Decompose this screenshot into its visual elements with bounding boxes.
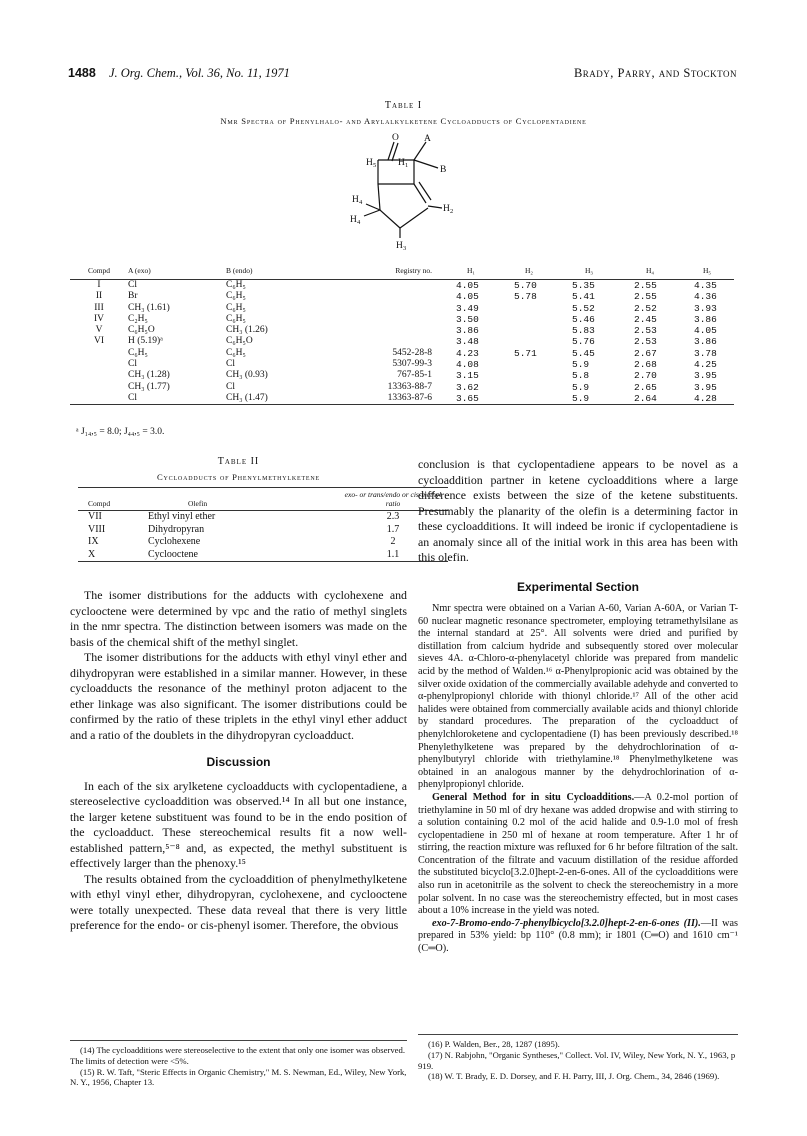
table1-row <box>70 280 734 292</box>
struct-label-h2: H <box>443 204 450 214</box>
table2-col-olefin: Olefin <box>148 488 338 511</box>
table1-cell: 5.52 <box>572 302 595 314</box>
table2-cell: Ethyl vinyl ether <box>148 511 216 522</box>
table1-cell: 5.9 <box>572 381 590 393</box>
table2-row <box>78 549 448 562</box>
experimental-text <box>418 603 738 956</box>
table1-cell: C₆H₅ <box>226 347 246 358</box>
table1-cell: 2.52 <box>634 302 657 314</box>
table2-cell: VII <box>88 511 102 522</box>
table1-cell: V <box>95 325 103 336</box>
table1-cell: 5.78 <box>514 291 537 303</box>
table1-col-b: B (endo) <box>226 264 336 280</box>
table2-cell: IX <box>88 536 99 547</box>
table2-header-row <box>78 488 448 511</box>
footnote-18: (18) W. T. Brady, E. D. Dorsey, and F. H. Parry, III, J. Org. Chem., 34, 2846 (1969). <box>428 1071 720 1082</box>
table1-cell: CH₃ (0.93) <box>226 370 268 381</box>
struct-label-h5: H <box>366 158 373 168</box>
table1-cell: 5.71 <box>514 347 537 359</box>
table1-row <box>70 393 734 405</box>
table1-cell: C₆H₅O <box>226 336 253 347</box>
table1-cell: 3.48 <box>456 336 479 348</box>
table1-row <box>70 359 734 370</box>
struct-label-h1: H <box>398 158 405 168</box>
struct-sub-1: 1 <box>405 162 409 169</box>
table1-cell <box>500 359 558 370</box>
running-authors: Brady, Parry, and Stockton <box>573 66 737 80</box>
table1-cell: H (5.19)ᵃ <box>128 336 163 347</box>
table1-cell: C₆H₅ <box>128 347 148 358</box>
table1-cell: 3.86 <box>694 336 717 348</box>
table1-col-h1: H₁ <box>442 264 500 280</box>
table2-col-compd: Compd <box>78 488 148 511</box>
right-paragraph-1: conclusion is that cyclopentadiene appears to be novel as a cycloaddition partner in ketene cycloadditions where a large difference exists between the size of the ketene substituents. Presumably the planarity of the olefin is a determining factor in these cycloadditions. It will indeed be ironic if cyclopentadiene is an anomaly since all of the initial work in this area has been with this olefin. <box>418 457 738 564</box>
discussion-heading: Discussion <box>206 755 271 769</box>
table1-col-h5: H₅ <box>680 264 734 280</box>
table1-row <box>70 291 734 302</box>
left-column <box>70 588 407 934</box>
compound-ii-body: —II was prepared in 53% yield: bp 110° (0.8 mm); ir 1801 (C═O) and 1610 cm⁻¹ (C═O). <box>418 917 738 955</box>
table1-cell: 3.95 <box>694 381 717 393</box>
table1-cell: Cl <box>226 359 235 370</box>
table1-cell: IV <box>93 313 105 324</box>
table1-cell <box>336 303 442 314</box>
table1-cell: 5.35 <box>572 280 595 291</box>
table1-cell: 5.45 <box>572 347 595 359</box>
table1-row <box>70 348 734 359</box>
left-paragraph-3: In each of the six arylketene cycloadducts with cyclopentadiene, a stereoselective cycloaddition was observed.¹⁴ In all but one instance, the larger ketene substituent was found to be in the endo position of the cycloadduct. These stereochemical results fit a now well-established pattern,⁵⁻⁸ and, as expected, the methyl substituent is effectively larger than the phenoxy.¹⁵ <box>70 778 407 870</box>
left-paragraph-1: The isomer distributions for the adducts with cyclohexene and cyclooctene were determined by vpc and the ratio of methyl singlets in the nmr spectra. The distinction between isomers was made on the basis of the chemical shift of the methyl singlet. <box>70 588 407 649</box>
table1-cell: 5.70 <box>514 280 537 291</box>
table1-cell <box>500 303 558 314</box>
table2-cell: X <box>78 549 148 562</box>
table1-cell: CH₃ (1.26) <box>226 325 268 336</box>
table1-cell <box>336 314 442 325</box>
table1-cell <box>70 359 128 370</box>
table1-cell: 4.05 <box>456 280 479 291</box>
struct-label-h3: H <box>396 241 403 251</box>
table1-cell: C₆H₅O <box>128 325 155 336</box>
running-header <box>68 66 737 84</box>
left-footnote-rule <box>70 1040 407 1041</box>
table1-cell: 2.53 <box>634 325 657 337</box>
footnote-15: (15) R. W. Taft, "Steric Effects in Organic Chemistry," M. S. Newman, Ed., Wiley, New York, N. Y., 1956, Chapter 13. <box>70 1066 407 1088</box>
table1-cell: 3.49 <box>456 302 479 314</box>
table1-cell: 4.36 <box>694 291 717 303</box>
table1-cell <box>500 336 558 347</box>
table1-row <box>70 382 734 393</box>
table1-cell: CH₃ (1.28) <box>128 370 170 381</box>
table1-cell <box>500 314 558 325</box>
table1-cell: 5307-99-3 <box>392 359 432 370</box>
struct-label-o: O <box>392 133 399 143</box>
table1-cell: 3.50 <box>456 313 479 325</box>
table1-cell <box>500 370 558 381</box>
page-number: 1488 <box>68 66 96 80</box>
table1-cell: I <box>97 280 101 290</box>
footnote-14: (14) The cycloadditions were stereoselective to the extent that only one isomer was observed. The limits of detection were <5%. <box>70 1045 406 1066</box>
struct-label-h4: H <box>352 195 359 205</box>
struct-sub-2: 2 <box>450 208 454 215</box>
table1-cell: 4.05 <box>694 325 717 337</box>
table1-cell: II <box>95 291 103 302</box>
left-footnotes <box>70 1045 407 1088</box>
table2-cell: 1.7 <box>386 523 400 535</box>
table2-cell: Cyclooctene <box>148 549 338 562</box>
table1-title: Nmr Spectra of Phenylhalo- and Arylalkylketene Cycloadducts of Cyclopentadiene <box>220 116 587 126</box>
table1-col-h3: H₃ <box>558 264 620 280</box>
table1-cell: CH₃ (1.77) <box>128 381 170 392</box>
struct-sub-4b: 4 <box>357 219 361 226</box>
table1-cell: 3.93 <box>694 302 717 314</box>
table1-cell <box>336 336 442 347</box>
table1-cell: 2.64 <box>620 393 680 405</box>
right-footnotes <box>418 1039 738 1082</box>
table2-label: Table II <box>217 456 260 467</box>
table1-cell: 5.8 <box>572 370 590 382</box>
left-paragraph-4: The results obtained from the cycloaddition of phenylmethylketene with ethyl vinyl ether, dihydropyran, cyclohexene, and cyclooctene were totally unexpected. These data reveal that there is very little preference for the endo- or cis-phenyl isomer. Therefore, the obvious <box>70 871 407 932</box>
table1-cell: 2.65 <box>634 381 657 393</box>
table1-cell <box>70 348 128 359</box>
table1-cell: C₆H₅ <box>226 280 246 290</box>
table1-row <box>70 370 734 381</box>
table1-cell <box>70 393 128 405</box>
table1-cell: 4.05 <box>456 291 479 303</box>
table2-cell: 1.1 <box>338 549 448 562</box>
table2-cell: 2 <box>390 536 396 547</box>
table1-row <box>70 303 734 314</box>
struct-sub-4: 4 <box>359 199 363 206</box>
table1-cell: 3.62 <box>456 381 479 393</box>
compound-ii-head: exo-7-Bromo-endo-7-phenylbicyclo[3.2.0]hept-2-en-6-ones (II). <box>432 917 701 929</box>
table1-cell <box>336 291 442 302</box>
table1-cell: 5.76 <box>572 336 595 348</box>
table1-cell: 5.41 <box>572 291 595 303</box>
table1-cell: 2.68 <box>634 359 657 371</box>
struct-label-a: A <box>424 134 431 144</box>
right-paragraph-4 <box>418 918 738 956</box>
table1-row <box>70 314 734 325</box>
table1-cell: Br <box>128 291 138 302</box>
table1-cell: 5.83 <box>572 325 595 337</box>
general-method-head: General Method for in situ Cycloadditions. <box>432 791 635 803</box>
footnote-16: (16) P. Walden, Ber., 28, 1287 (1895). <box>428 1039 560 1049</box>
table1-cell: 5452-28-8 <box>392 347 432 358</box>
table1-cell: 2.53 <box>634 336 657 348</box>
table2-cell: Cyclohexene <box>148 536 201 547</box>
table1-cell <box>70 382 128 393</box>
table1-cell: 13363-87-6 <box>336 393 442 405</box>
table1-cell: 2.55 <box>634 280 657 291</box>
table1-cell <box>500 393 558 405</box>
table1-cell: 5.9 <box>558 393 620 405</box>
table1-cell <box>70 370 128 381</box>
table1-cell: 13363-88-7 <box>387 381 432 392</box>
table1-nmr-data <box>70 264 734 405</box>
table1-cell <box>336 325 442 336</box>
table1-cell: 2.70 <box>634 370 657 382</box>
table2-col-ratio: exo- or trans/endo or cis-methyl ratio <box>338 488 448 511</box>
right-paragraph-2: Nmr spectra were obtained on a Varian A-60, Varian A-60A, or Varian T-60 nuclear magnetic resonance spectrometer, employing tetramethylsilane as the internal standard at 25°. All solvents were dried and purified by distillation from calcium hydride and subsequently stored over molecular sieves 4A. α-Chloro-α-phenylacetyl chloride was prepared from mandelic acid by the method of Walden.¹⁶ α-Phenylpropionic acid was obtained by the silver oxide oxidation of the commercially available adehyde and converted to α-phenylpropionyl chloride with thionyl chloride.¹⁷ All of the other acid halides were obtained from commercially available acids and thionyl chloride by standard procedures. The preparation of the cycloadduct of phenylchloroketene and cyclopentadiene (I) has been previously described.¹⁸ Phenylethylketene was prepared by the dehydrochlorination of α-phenylbutyryl chloride with triethylamine.¹⁸ Phenylmethylketene was obtained in an analogous manner by the dehydrochlorination of α-phenylpropionyl chloride. <box>418 603 738 791</box>
table1-cell: VI <box>93 336 105 347</box>
table1-cell: 4.23 <box>456 347 479 359</box>
table1-cell: Cl <box>226 381 235 392</box>
right-column <box>418 457 738 956</box>
table1-cell: CH₃ (1.47) <box>226 393 336 405</box>
table1-cell: 5.46 <box>572 313 595 325</box>
table1-cell: Cl <box>128 359 137 370</box>
table1-cell: 2.67 <box>634 347 657 359</box>
table1-cell: C₆H₅ <box>226 313 246 324</box>
table1-cell: 3.86 <box>694 313 717 325</box>
table1-footnote: ᵃ J₁₄,₅ = 8.0; J₄₄,₅ = 3.0. <box>76 427 165 437</box>
table1-cell: 3.78 <box>694 347 717 359</box>
table1-col-h4: H₄ <box>620 264 680 280</box>
table1-cell: 2.55 <box>634 291 657 303</box>
table1-cell <box>336 280 442 292</box>
table1-cell: 5.9 <box>572 359 590 371</box>
table1-header-row <box>70 264 734 280</box>
table1-cell: 4.35 <box>694 280 717 291</box>
struct-sub-5: 5 <box>373 162 377 169</box>
left-paragraph-2: The isomer distributions for the adducts with ethyl vinyl ether and dihydropyran were established in a similar manner. However, in these cycloadducts the resonance of the methinyl proton adjacent to the ether linkage was also significant. The isomer distributions could be confirmed by the ratio of these triplets in the ethyl vinyl ether adduct and a ratio of the doublets in the dihydropyran cycloadduct. <box>70 650 407 742</box>
table1-cell: 3.15 <box>456 370 479 382</box>
table2-cycloadducts <box>78 487 448 562</box>
table1-cell: CH₃ (1.61) <box>128 302 170 313</box>
table2-cell: VIII <box>88 523 106 535</box>
table1-label: Table I <box>384 100 423 111</box>
table2-row <box>78 536 448 549</box>
right-footnote-rule <box>418 1034 738 1035</box>
table1-cell: Cl <box>128 280 137 290</box>
table2-cell: Dihydropyran <box>148 523 205 535</box>
table1-cell: 3.86 <box>456 325 479 337</box>
table1-col-compd: Compd <box>70 264 128 280</box>
table1-col-h2: H₂ <box>500 264 558 280</box>
table2-title: Cycloadducts of Phenylmethylketene <box>157 472 320 482</box>
table1-cell: 4.25 <box>694 359 717 371</box>
experimental-heading: Experimental Section <box>516 579 640 594</box>
table2-row <box>78 524 448 537</box>
table1-cell: C₂H₅ <box>128 313 148 324</box>
table1-row <box>70 336 734 347</box>
table1-cell: 3.65 <box>442 393 500 405</box>
table1-cell: C₆H₅ <box>226 302 246 313</box>
journal-citation: J. Org. Chem., Vol. 36, No. 11, 1971 <box>108 66 290 80</box>
table1-cell: 4.08 <box>456 359 479 371</box>
table2-row <box>78 511 448 524</box>
table1-cell: III <box>94 302 104 313</box>
general-method-body: —A 0.2-mol portion of triethylamine in 50 ml of dry hexane was added dropwise and with stirring to a solution containing 0.2 mol of the acid halide and 0.9-1.0 mol of fresh cyclopentadiene in 250 ml of hexane at room temperature. After 1 hr of stirring, the reaction mixture was refluxed for 6 hr before filtration of the salt. Concentration of the filtrate and vacuum distillation of the residue afforded the substituted bicyclo[3.2.0]hept-2-en-6-ones. All of the cycloadditions were also run in acetonitrile as the solvent to check the stereochemistry in a more polar solvent. In no case was the stereochemistry effected, but in most cases about a 10% increase in the yield was noted. <box>418 791 739 917</box>
struct-label-h4b: H <box>350 215 357 225</box>
table1-cell: Cl <box>128 393 226 405</box>
table1-cell <box>500 325 558 336</box>
table1-cell: 2.45 <box>634 313 657 325</box>
table1-row <box>70 325 734 336</box>
table1-col-registry: Registry no. <box>336 264 442 280</box>
table1-cell: 4.28 <box>680 393 734 405</box>
right-paragraph-3 <box>418 792 738 918</box>
footnote-17: (17) N. Rabjohn, "Organic Syntheses," Collect. Vol. IV, Wiley, New York, N. Y., 1963, p 919. <box>418 1049 736 1071</box>
table1-cell: 3.95 <box>694 370 717 382</box>
table1-cell: C₆H₅ <box>226 291 246 302</box>
struct-label-b: B <box>440 165 447 175</box>
table1-cell <box>500 382 558 393</box>
table1-col-a: A (exo) <box>128 264 226 280</box>
table1-cell: 767-85-1 <box>397 370 432 381</box>
struct-sub-3: 3 <box>403 245 407 252</box>
table2-cell: 2.3 <box>386 511 400 522</box>
bicycloheptenone-structure <box>330 130 490 252</box>
